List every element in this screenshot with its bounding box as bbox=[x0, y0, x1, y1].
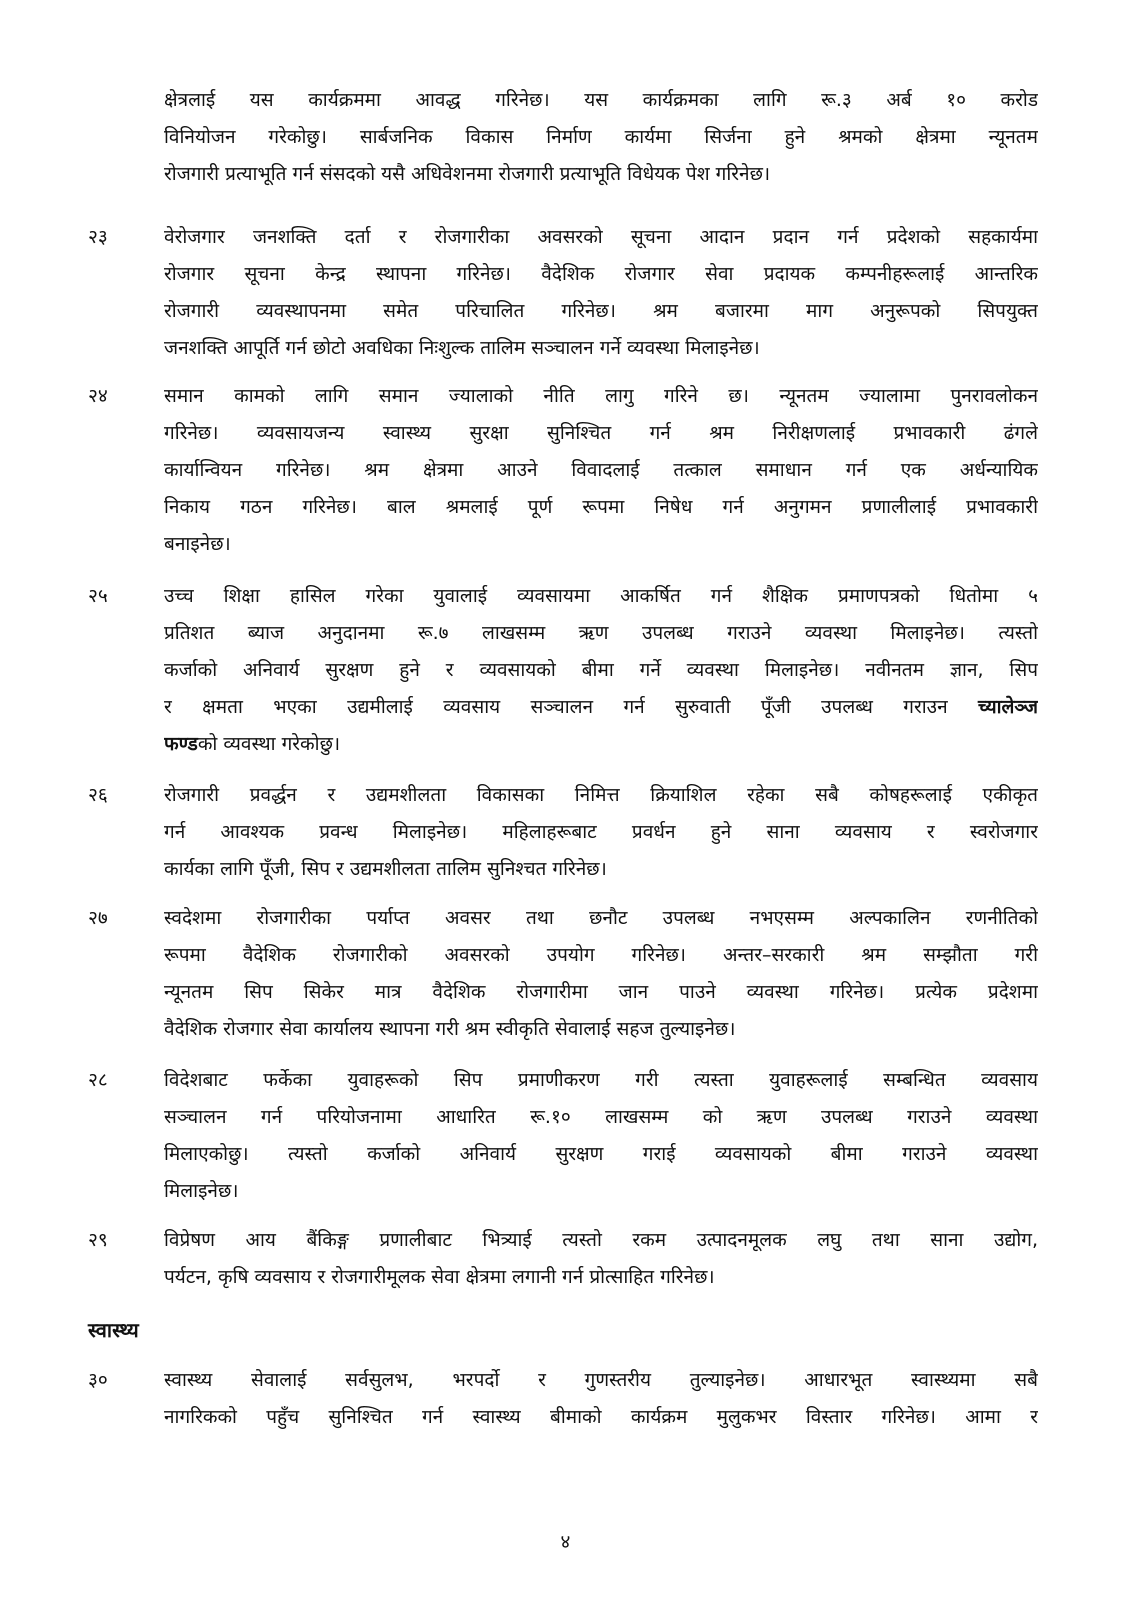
paragraph-23 bbox=[88, 219, 1038, 367]
text-line: क्षेत्रलाई यस कार्यक्रममा आवद्ध गरिनेछ। यस कार्यक्रमका लागि रू.३ अर्ब १० करोड bbox=[164, 89, 1038, 111]
text-line: सञ्चालन गर्न परियोजनामा आधारित रू.१० लाखसम्म को ऋण उपलब्ध गराउने व्यवस्था bbox=[164, 1106, 1038, 1128]
text-line: पर्यटन, कृषि व्यवसाय र रोजगारीमूलक सेवा क्षेत्रमा लगानी गर्न प्रोत्साहित गरिनेछ। bbox=[164, 1266, 715, 1288]
paragraph-number: २५ bbox=[88, 585, 108, 607]
paragraph-number: २७ bbox=[88, 907, 108, 929]
text-line: उच्च शिक्षा हासिल गरेका युवालाई व्यवसायमा आकर्षित गर्न शैक्षिक प्रमाणपत्रको धितोमा ५ bbox=[164, 585, 1038, 607]
text-segment: को व्यवस्था गरेकोछु। bbox=[197, 733, 341, 755]
text-line: विदेशबाट फर्केका युवाहरूको सिप प्रमाणीकरण गरी त्यस्ता युवाहरूलाई सम्बन्धित व्यवसाय bbox=[164, 1069, 1038, 1091]
paragraph-29 bbox=[88, 1222, 1038, 1296]
text-line: रूपमा वैदेशिक रोजगारीको अवसरको उपयोग गरिनेछ। अन्तर–सरकारी श्रम सम्झौता गरी bbox=[164, 944, 1038, 966]
text-line: कार्यान्वियन गरिनेछ। श्रम क्षेत्रमा आउने विवादलाई तत्काल समाधान गर्न एक अर्धन्यायिक bbox=[164, 459, 1038, 481]
paragraph-number: २८ bbox=[88, 1069, 108, 1091]
text-line: रोजगार सूचना केन्द्र स्थापना गरिनेछ। वैदेशिक रोजगार सेवा प्रदायक कम्पनीहरूलाई आन्तरिक bbox=[164, 263, 1038, 285]
text-line: रोजगारी प्रत्याभूति गर्न संसदको यसै अधिवेशनमा रोजगारी प्रत्याभूति विधेयक पेश गरिनेछ। bbox=[164, 163, 771, 185]
text-line: विनियोजन गरेकोछु। सार्बजनिक विकास निर्माण कार्यमा सिर्जना हुने श्रमको क्षेत्रमा न्यूनतम bbox=[164, 126, 1038, 148]
paragraph-30 bbox=[88, 1362, 1038, 1436]
text-segment: र क्षमता भएका उद्यमीलाई व्यवसाय सञ्चालन गर्न सुरुवाती पूँजी उपलब्ध गराउन bbox=[164, 696, 948, 718]
text-line: गर्न आवश्यक प्रवन्ध मिलाइनेछ। महिलाहरूबाट प्रवर्धन हुने साना व्यवसाय र स्वरोजगार bbox=[164, 821, 1038, 843]
text-line: न्यूनतम सिप सिकेर मात्र वैदेशिक रोजगारीमा जान पाउने व्यवस्था गरिनेछ। प्रत्येक प्रदेशमा bbox=[164, 981, 1038, 1003]
text-line: नागरिकको पहुँच सुनिश्चित गर्न स्वास्थ्य बीमाको कार्यक्रम मुलुकभर विस्तार गरिनेछ। आमा र bbox=[164, 1406, 1038, 1428]
paragraph-26 bbox=[88, 777, 1038, 888]
bold-term: च्यालेञ्ज bbox=[978, 696, 1038, 718]
paragraph-28 bbox=[88, 1062, 1038, 1210]
text-line: मिलाएकोछु। त्यस्तो कर्जाको अनिवार्य सुरक्षण गराई व्यवसायको बीमा गराउने व्यवस्था bbox=[164, 1143, 1038, 1165]
section-heading-health: स्वास्थ्य bbox=[88, 1318, 139, 1342]
text-line: रोजगारी प्रवर्द्धन र उद्यमशीलता विकासका निमित्त क्रियाशिल रहेका सबै कोषहरूलाई एकीकृत bbox=[164, 784, 1038, 806]
text-line: जनशक्ति आपूर्ति गर्न छोटो अवधिका निःशुल्क तालिम सञ्चालन गर्ने व्यवस्था मिलाइनेछ। bbox=[164, 337, 760, 359]
paragraph-number: २३ bbox=[88, 226, 108, 248]
paragraph-number: २६ bbox=[88, 784, 108, 806]
paragraph-27 bbox=[88, 900, 1038, 1048]
text-line bbox=[164, 689, 1038, 726]
page-number: ४ bbox=[560, 1531, 571, 1553]
bold-term: फण्ड bbox=[164, 733, 198, 755]
paragraph-number: २४ bbox=[88, 385, 108, 407]
text-line: कार्यका लागि पूँजी, सिप र उद्यमशीलता तालिम सुनिश्चत गरिनेछ। bbox=[164, 858, 607, 880]
text-line: गरिनेछ। व्यवसायजन्य स्वास्थ्य सुरक्षा सुनिश्चित गर्न श्रम निरीक्षणलाई प्रभावकारी ढंगले bbox=[164, 422, 1038, 444]
text-line: स्वदेशमा रोजगारीका पर्याप्त अवसर तथा छनौट उपलब्ध नभएसम्म अल्पकालिन रणनीतिको bbox=[164, 907, 1038, 929]
text-line: स्वास्थ्य सेवालाई सर्वसुलभ, भरपर्दो र गुणस्तरीय तुल्याइनेछ। आधारभूत स्वास्थ्यमा सबै bbox=[164, 1369, 1038, 1391]
paragraph-number: ३० bbox=[88, 1369, 108, 1391]
text-line: प्रतिशत ब्याज अनुदानमा रू.७ लाखसम्म ऋण उपलब्ध गराउने व्यवस्था मिलाइनेछ। त्यस्तो bbox=[164, 622, 1038, 644]
text-line: निकाय गठन गरिनेछ। बाल श्रमलाई पूर्ण रूपमा निषेध गर्न अनुगमन प्रणालीलाई प्रभावकारी bbox=[164, 496, 1038, 518]
text-line: समान कामको लागि समान ज्यालाको नीति लागु गरिने छ। न्यूनतम ज्यालामा पुनरावलोकन bbox=[164, 385, 1038, 407]
paragraph-24 bbox=[88, 378, 1038, 563]
text-line: रोजगारी व्यवस्थापनमा समेत परिचालित गरिनेछ। श्रम बजारमा माग अनुरूपको सिपयुक्त bbox=[164, 300, 1038, 322]
text-line: बनाइनेछ। bbox=[164, 533, 231, 555]
text-line bbox=[164, 726, 1038, 763]
paragraph-25 bbox=[88, 578, 1038, 763]
text-line: मिलाइनेछ। bbox=[164, 1180, 239, 1202]
paragraph-number: २९ bbox=[88, 1229, 108, 1251]
text-line: वैदेशिक रोजगार सेवा कार्यालय स्थापना गरी श्रम स्वीकृति सेवालाई सहज तुल्याइनेछ। bbox=[164, 1018, 736, 1040]
text-line: कर्जाको अनिवार्य सुरक्षण हुने र व्यवसायको बीमा गर्ने व्यवस्था मिलाइनेछ। नवीनतम ज्ञान, सिप bbox=[164, 659, 1038, 681]
paragraph-continued bbox=[88, 82, 1038, 193]
text-line: वेरोजगार जनशक्ति दर्ता र रोजगारीका अवसरको सूचना आदान प्रदान गर्न प्रदेशको सहकार्यमा bbox=[164, 226, 1038, 248]
text-line: विप्रेषण आय बैंकिङ्ग प्रणालीबाट भित्र्याई त्यस्तो रकम उत्पादनमूलक लघु तथा साना उद्योग, bbox=[164, 1229, 1038, 1251]
